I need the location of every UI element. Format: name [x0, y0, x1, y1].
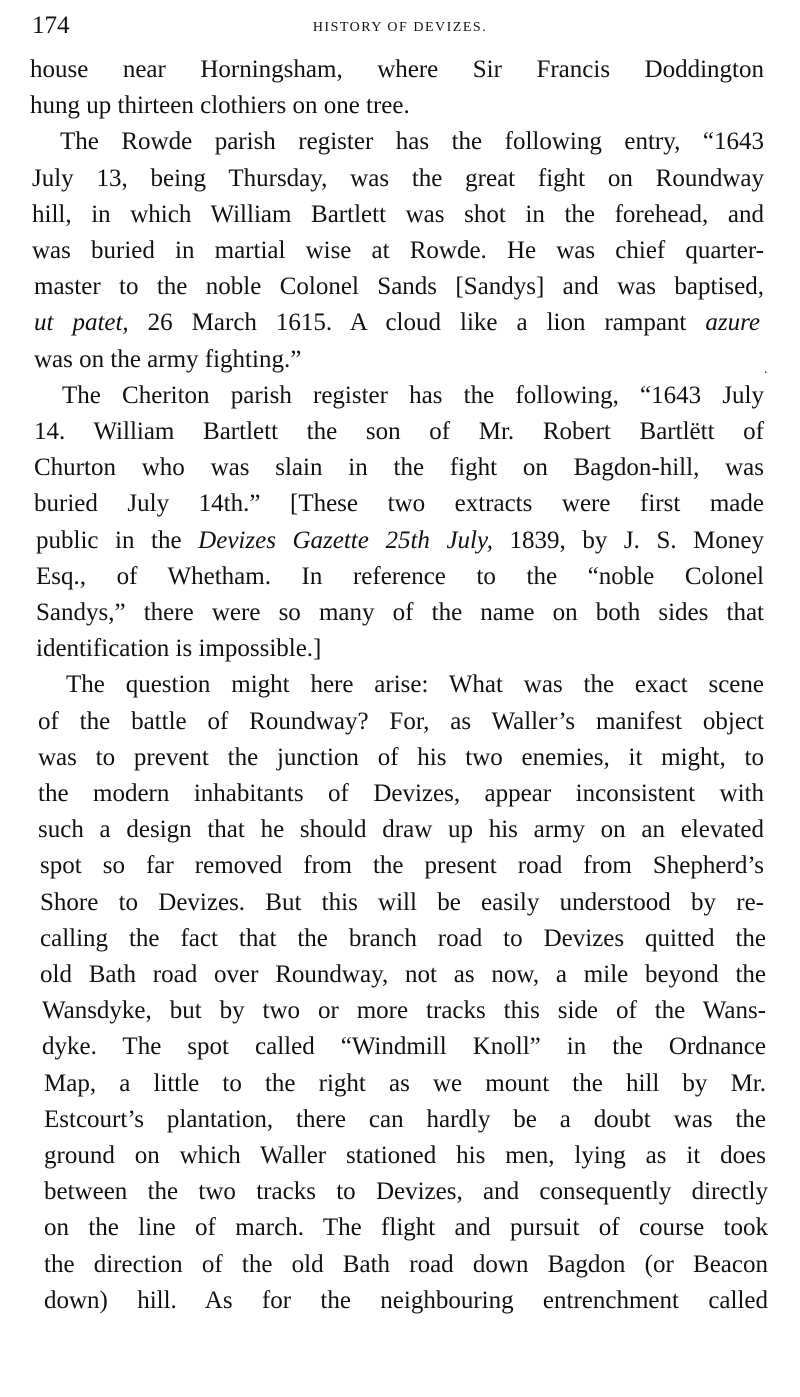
running-title: HISTORY OF DEVIZES.: [312, 20, 488, 35]
text-line: July 13, being Thursday, was the great fight on Roundway: [32, 164, 764, 192]
text-line: hung up thirteen clothiers on one tree.: [30, 92, 410, 120]
page-number: 174: [32, 12, 70, 39]
text-line: buried July 14th.” [These two extracts were first made: [34, 490, 764, 518]
text-line: old Bath road over Roundway, not as now, a mile beyond the: [40, 961, 766, 988]
text-line: of the battle of Roundway? For, as Waller’s manifest object: [38, 707, 764, 735]
text-line: Sandys,” there were so many of the name on both sides that: [36, 599, 764, 626]
text-line: ut patet, 26 March 1615. A cloud like a lion rampant azure: [34, 309, 761, 337]
text-line: Shore to Devizes. But this will be easily understood by re-: [40, 888, 764, 916]
text-line: The Rowde parish register has the following entry, “1643: [60, 128, 764, 156]
text-line: between the two tracks to Devizes, and consequently directly: [44, 1178, 768, 1206]
text-line: Wansdyke, but by two or more tracks this side of the Wans-: [42, 997, 766, 1025]
text-line: such a design that he should draw up his army on an elevated: [38, 816, 764, 844]
text-line: on the line of march. The flight and pursuit of course took: [44, 1214, 768, 1242]
text-line: public in the Devizes Gazette 25th July, 1839, by J. S. Money: [36, 526, 764, 554]
stray-mark: .: [764, 362, 768, 377]
text-line: was on the army fighting.”: [34, 345, 302, 373]
text-line: the modern inhabitants of Devizes, appear inconsistent with: [38, 780, 764, 807]
text-line: Estcourt’s plantation, there can hardly be a doubt was the: [44, 1105, 766, 1133]
text-line: spot so far removed from the present road from Shepherd’s: [40, 852, 764, 880]
text-line: 14. William Bartlett the son of Mr. Robert Bartlëtt of: [34, 418, 764, 445]
text-line: master to the noble Colonel Sands [Sandys] and was baptised,: [34, 273, 764, 301]
text-line: was to prevent the junction of his two enemies, it might, to: [38, 743, 764, 771]
text-line: The Cheriton parish register has the following, “1643 July: [62, 381, 764, 409]
page-header: [32, 8, 768, 48]
text-line: dyke. The spot called “Windmill Knoll” in the Ordnance: [42, 1033, 766, 1061]
text-line: The question might here arise: What was the exact scene: [66, 671, 764, 699]
text-line: ground on which Waller stationed his men, lying as it does: [44, 1142, 766, 1169]
text-line: down) hill. As for the neighbouring entrenchment called: [44, 1286, 768, 1314]
text-line: was buried in martial wise at Rowde. He was chief quarter-: [32, 237, 764, 264]
text-line: identification is impossible.]: [36, 635, 322, 663]
text-line: hill, in which William Bartlett was shot in the forehead, and: [32, 200, 764, 228]
text-line: Esq., of Whetham. In reference to the “noble Colonel: [36, 562, 764, 590]
text-line: calling the fact that the branch road to Devizes quitted the: [40, 924, 766, 952]
text-line: the direction of the old Bath road down Bagdon (or Beacon: [44, 1250, 768, 1278]
text-line: house near Horningsham, where Sir Francis Doddington: [30, 56, 764, 83]
text-line: Churton who was slain in the fight on Bagdon-hill, was: [34, 454, 764, 482]
text-line: Map, a little to the right as we mount the hill by Mr.: [44, 1069, 766, 1097]
